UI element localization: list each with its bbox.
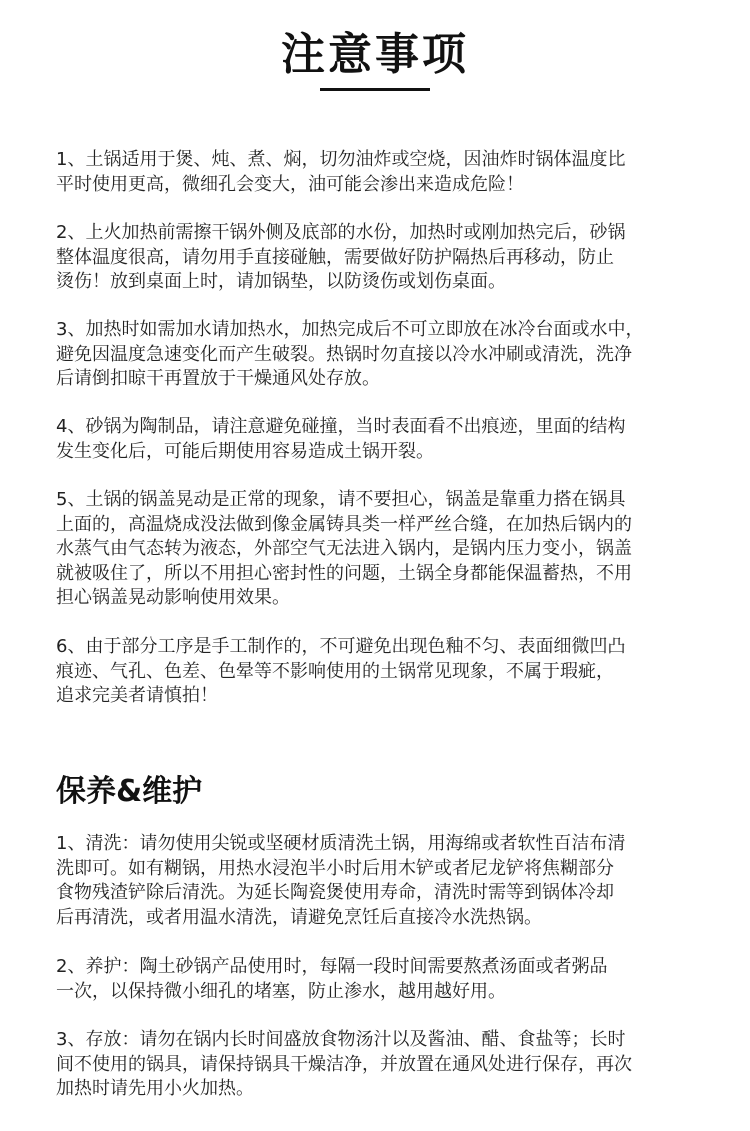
notice-item-2-line-2: 整体温度很高，请勿用手直接碰触，需要做好防护隔热后再移动，防止 bbox=[56, 246, 614, 268]
notice-item-3-line-2: 避免因温度急速变化而产生破裂。热锅时勿直接以冷水冲刷或清洗，洗净 bbox=[56, 343, 632, 365]
notice-item-4-line-2: 发生变化后，可能后期使用容易造成土锅开裂。 bbox=[56, 440, 434, 462]
care-item-1 bbox=[56, 832, 701, 930]
notice-item-5-line-3: 水蒸气由气态转为液态，外部空气无法进入锅内，是锅内压力变小，锅盖 bbox=[56, 538, 632, 559]
notice-item-6-line-2: 痕迹、气孔、色差、色晕等不影响使用的土锅常见现象，不属于瑕疵， bbox=[56, 660, 614, 682]
care-item-2-line-2: 一次，以保持微小细孔的堵塞，防止渗水，越用越好用。 bbox=[56, 980, 506, 1002]
notice-item-6-line-1: 6、由于部分工序是手工制作的，不可避免出现色釉不匀、表面细微凹凸 bbox=[56, 636, 626, 657]
care-item-1-line-3: 食物残渣铲除后清洗。为延长陶瓷煲使用寿命，清洗时需等到锅体冷却 bbox=[56, 882, 614, 903]
notice-item-2 bbox=[56, 221, 701, 295]
care-item-2-line-1: 2、养护：陶土砂锅产品使用时，每隔一段时间需要熬煮汤面或者粥品 bbox=[56, 956, 608, 977]
care-item-2 bbox=[56, 955, 701, 1004]
care-item-3 bbox=[56, 1028, 701, 1102]
notice-item-5-line-5: 担心锅盖晃动影响使用效果。 bbox=[56, 587, 290, 608]
notice-item-2-line-1: 2、上火加热前需擦干锅外侧及底部的水份，加热时或刚加热完后，砂锅 bbox=[56, 222, 626, 243]
care-item-1-line-4: 后再清洗，或者用温水清洗，请避免烹饪后直接冷水洗热锅。 bbox=[56, 906, 542, 928]
care-item-1-line-1: 1、清洗：请勿使用尖锐或坚硬材质清洗土锅，用海绵或者软性百洁布清 bbox=[56, 833, 626, 854]
care-item-1-line-2: 洗即可。如有糊锅，用热水浸泡半小时后用木铲或者尼龙铲将焦糊部分 bbox=[56, 857, 614, 879]
notice-item-3-line-3: 后请倒扣晾干再置放于干燥通风处存放。 bbox=[56, 368, 380, 389]
notice-item-1-line-1: 1、土锅适用于煲、炖、煮、焖，切勿油炸或空烧，因油炸时锅体温度比 bbox=[56, 149, 626, 170]
notice-item-5 bbox=[56, 488, 701, 611]
notice-item-5-line-4: 就被吸住了，所以不用担心密封性的问题，土锅全身都能保温蓄热，不用 bbox=[56, 562, 632, 584]
notice-item-3 bbox=[56, 318, 701, 392]
notice-item-1-line-2: 平时使用更高，微细孔会变大，油可能会渗出来造成危险！ bbox=[56, 173, 524, 195]
care-section-title: 保养&维护 bbox=[56, 774, 203, 809]
care-item-3-line-3: 加热时请先用小火加热。 bbox=[56, 1078, 254, 1099]
title-underline bbox=[320, 88, 430, 91]
notice-item-6-line-3: 追求完美者请慎拍！ bbox=[56, 685, 218, 706]
page-title: 注意事项 bbox=[281, 29, 469, 80]
notice-item-5-line-2: 上面的，高温烧成没法做到像金属铸具类一样严丝合缝，在加热后锅内的 bbox=[56, 513, 632, 535]
notice-item-4 bbox=[56, 415, 701, 464]
notice-item-3-line-1: 3、加热时如需加水请加热水，加热完成后不可立即放在冰冷台面或水中， bbox=[56, 319, 644, 340]
care-item-3-line-1: 3、存放：请勿在锅内长时间盛放食物汤汁以及酱油、醋、食盐等；长时 bbox=[56, 1029, 626, 1050]
notice-item-2-line-3: 烫伤！放到桌面上时，请加锅垫，以防烫伤或划伤桌面。 bbox=[56, 271, 506, 292]
notice-item-5-line-1: 5、土锅的锅盖晃动是正常的现象，请不要担心，锅盖是靠重力搭在锅具 bbox=[56, 489, 626, 510]
care-item-3-line-2: 间不使用的锅具，请保持锅具干燥洁净，并放置在通风处进行保存，再次 bbox=[56, 1053, 632, 1075]
notice-item-1 bbox=[56, 148, 701, 197]
notice-item-4-line-1: 4、砂锅为陶制品，请注意避免碰撞，当时表面看不出痕迹，里面的结构 bbox=[56, 416, 626, 437]
notice-item-6 bbox=[56, 635, 701, 709]
